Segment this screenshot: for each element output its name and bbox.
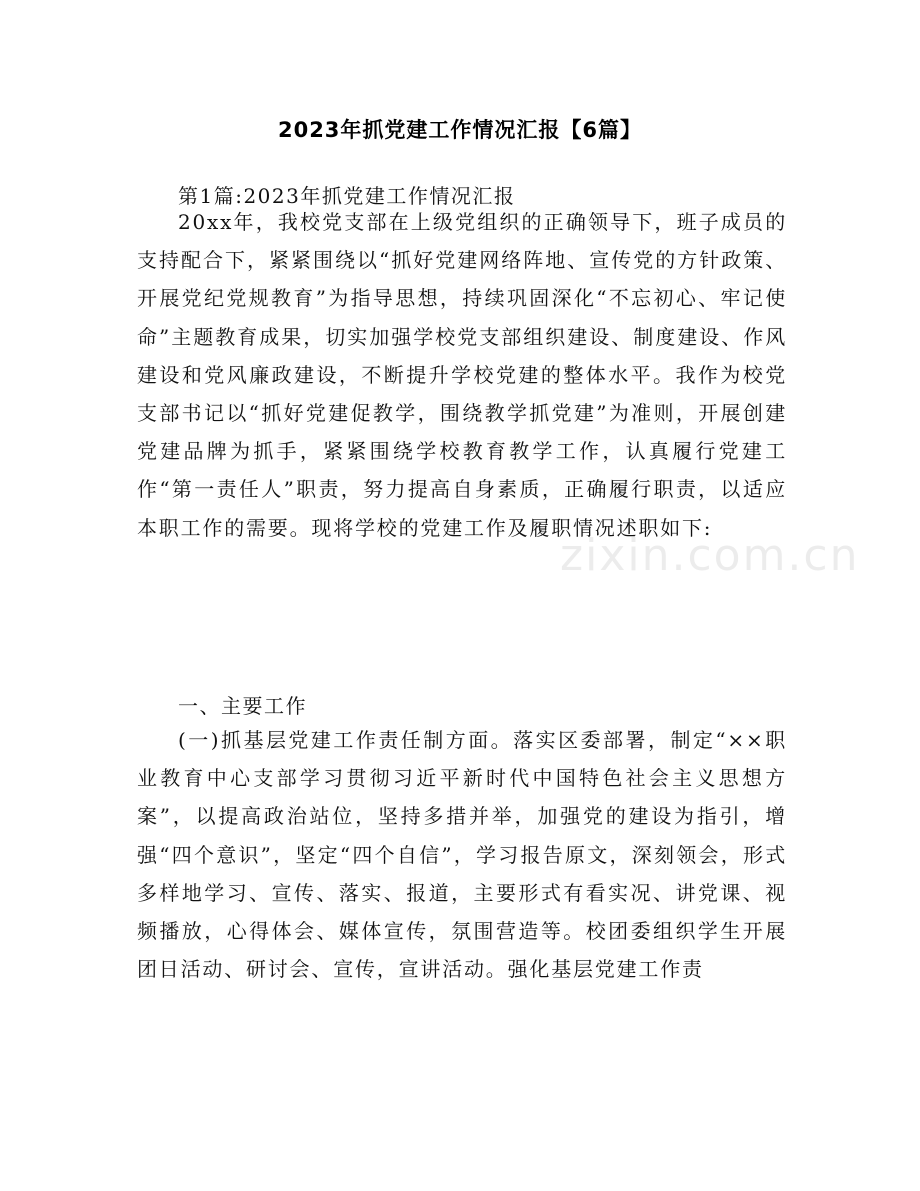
paragraph-intro: 20xx年，我校党支部在上级党组织的正确领导下，班子成员的支持配合下，紧紧围绕以“抓好党建网络阵地、宣传党的方针政策、开展党纪党规教育”为指导思想，持续巩固深化“不忘初心、牢记使命”主题教育成果，切实加强学校党支部组织建设、制度建设、作风建设和党风廉政建设，不断提升学校党建的整体水平。我作为校党支部书记以“抓好党建促教学，围绕教学抓党建”为准则，开展创建党建品牌为抓手，紧紧围绕学校教育教学工作，认真履行党建工作“第一责任人”职责，努力提高自身素质，正确履行职责，以适应本职工作的需要。现将学校的党建工作及履职情况述职如下:: [137, 210, 787, 540]
paragraph-responsibility: (一)抓基层党建工作责任制方面。落实区委部署，制定“××职业教育中心支部学习贯彻习近平新时代中国特色社会主义思想方案”，以提高政治站位，坚持多措并举，加强党的建设为指引，增强“四个意识”，坚定“四个自信”，学习报告原文，深刻领会，形式多样地学习、宣传、落实、报道，主要形式有看实况、讲党课、视频播放，心得体会、媒体宣传，氛围营造等。校团委组织学生开展团日活动、研讨会、宣传，宣讲活动。强化基层党建工作责: [137, 728, 787, 982]
document-title: 2023年抓党建工作情况汇报【6篇】: [277, 118, 643, 142]
section-title: 第1篇:2023年抓党建工作情况汇报: [178, 184, 516, 208]
heading-main-work: 一、主要工作: [178, 694, 307, 718]
watermark: zixin.com.cn: [560, 530, 860, 581]
